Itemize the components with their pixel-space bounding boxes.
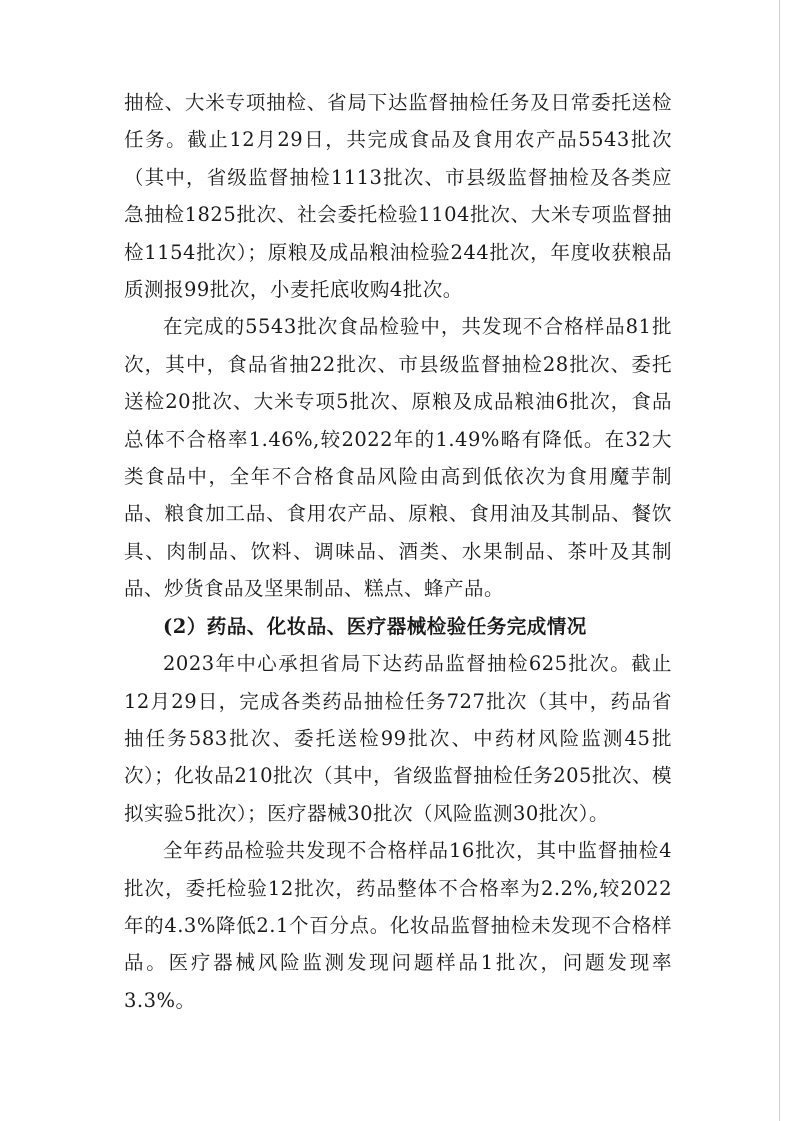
section-heading-drugs: (2）药品、化妆品、医疗器械检验任务完成情况: [163, 614, 587, 638]
document-body: [124, 84, 672, 1019]
paragraph-food-unqualified: 在完成的5543批次食品检验中，共发现不合格样品81批次，其中，食品省抽22批次、市县级监督抽检28批次、委托送检20批次、大米专项5批次、原粮及成品粮油6批次，食品总体不合格率1.46%,较2022年的1.49%略有降低。在32大类食品中，全年不合格食品风险由高到低依次为食用魔芋制品、粮食加工品、食用农产品、原粮、食用油及其制品、餐饮具、肉制品、饮料、调味品、酒类、水果制品、茶叶及其制品、炒货食品及坚果制品、糕点、蜂产品。: [124, 315, 673, 601]
paragraph-food-inspection-summary: 抽检、大米专项抽检、省局下达监督抽检任务及日常委托送检任务。截止12月29日，共完成食品及食用农产品5543批次（其中，省级监督抽检1113批次、市县级监督抽检及各类应急抽检1825批次、社会委托检验1104批次、大米专项监督抽检1154批次）；原粮及成品粮油检验244批次，年度收获粮品质测报99批次，小麦托底收购4批次。: [124, 91, 672, 302]
paragraph-drug-unqualified: 全年药品检验共发现不合格样品16批次，其中监督抽检4批次，委托检验12批次，药品整体不合格率为2.2%,较2022年的4.3%降低2.1个百分点。化妆品监督抽检未发现不合格样品。医疗器械风险监测发现问题样品1批次，问题发现率3.3%。: [124, 839, 672, 1012]
paragraph-drug-tasks: 2023年中心承担省局下达药品监督抽检625批次。截止12月29日，完成各类药品抽检任务727批次（其中，药品省抽任务583批次、委托送检99批次、中药材风险监测45批次）；化妆品210批次（其中，省级监督抽检任务205批次、模拟实验5批次）；医疗器械30批次（风险监测30批次）。: [124, 652, 672, 825]
page-edge-line: [779, 0, 780, 1121]
